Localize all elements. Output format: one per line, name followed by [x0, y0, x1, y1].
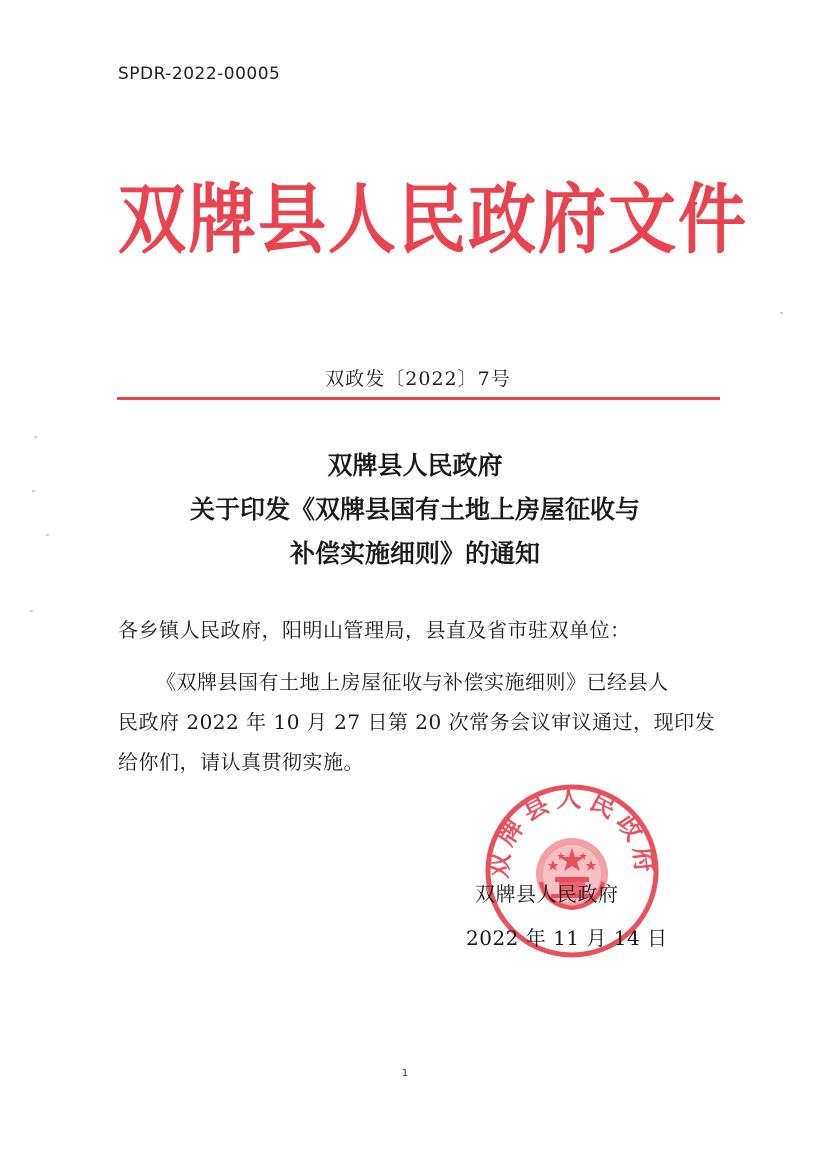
body-paragraph [118, 662, 716, 782]
document-code: SPDR-2022-00005 [118, 64, 281, 84]
scan-speck [780, 312, 783, 314]
notice-title-line: 补偿实施细则》的通知 [289, 539, 540, 568]
signing-organization: 双牌县人民政府 [475, 882, 619, 906]
scan-speck [34, 436, 37, 438]
scan-speck [46, 534, 49, 536]
red-divider-line [117, 397, 720, 400]
body-line: 民政府 2022 年 10 月 27 日第 20 次常务会议审议通过，现印发 [118, 710, 716, 734]
scan-speck [30, 610, 33, 612]
notice-title [110, 444, 720, 576]
body-line: 给你们，请认真贯彻实施。 [118, 750, 364, 774]
page-number: 1 [401, 1068, 409, 1079]
document-number: 双政发〔2022〕7号 [325, 368, 511, 390]
body-line: 《双牌县国有土地上房屋征收与补偿实施细则》已经县人 [156, 670, 669, 694]
notice-title-line: 双牌县人民政府 [327, 451, 503, 480]
notice-title-line: 关于印发《双牌县国有土地上房屋征收与 [189, 495, 640, 524]
seal-text: 双牌县人民政府 [483, 783, 661, 880]
recipients-line: 各乡镇人民政府，阳明山管理局，县直及省市驻双单位： [118, 618, 631, 642]
signing-date: 2022 年 11 月 14 日 [466, 926, 668, 950]
document-header-title: 双牌县人民政府文件 [118, 175, 749, 266]
scan-speck [32, 490, 35, 492]
